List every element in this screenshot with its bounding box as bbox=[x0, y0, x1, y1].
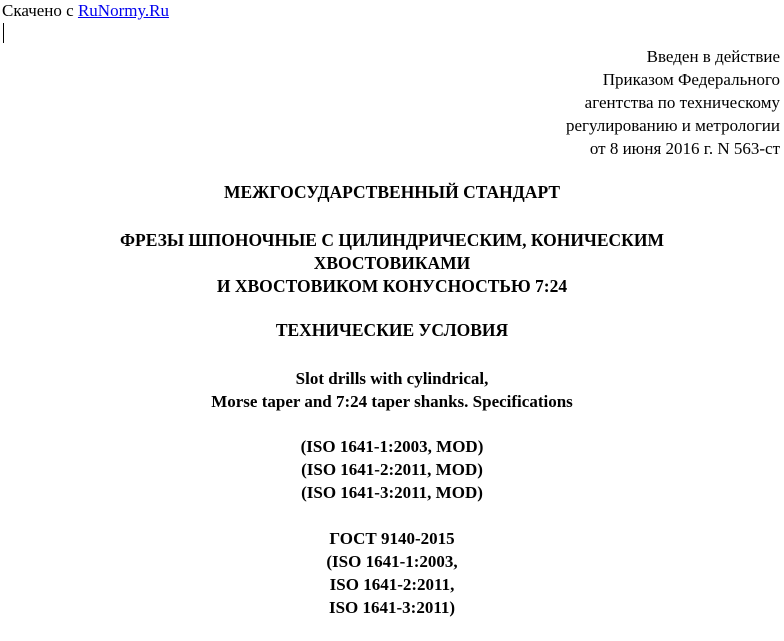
gost-line: ГОСТ 9140-2015 bbox=[329, 529, 455, 548]
gost-designation bbox=[0, 527, 784, 619]
runormy-link[interactable]: RuNormy.Ru bbox=[77, 1, 169, 20]
gost-line: (ISO 1641-1:2003, bbox=[326, 552, 458, 571]
enactment-line: агентства по техническому bbox=[584, 93, 780, 112]
enactment-note bbox=[566, 45, 780, 160]
enactment-line: Приказом Федерального bbox=[602, 70, 780, 89]
iso-reference: (ISO 1641-2:2011, MOD) bbox=[301, 460, 483, 479]
english-title-line: Slot drills with cylindrical, bbox=[295, 369, 489, 388]
title-line: ФРЕЗЫ ШПОНОЧНЫЕ С ЦИЛИНДРИЧЕСКИМ, КОНИЧЕСКИМ bbox=[120, 230, 664, 250]
text-cursor bbox=[3, 23, 4, 43]
source-line bbox=[2, 1, 169, 21]
document-title bbox=[0, 229, 784, 298]
document-subtitle bbox=[0, 319, 784, 342]
enactment-line: регулированию и метрологии bbox=[565, 116, 780, 135]
english-title bbox=[0, 367, 784, 413]
title-line: И ХВОСТОВИКОМ КОНУСНОСТЬЮ 7:24 bbox=[216, 276, 568, 296]
enactment-line: от 8 июня 2016 г. N 563-ст bbox=[589, 139, 780, 158]
english-title-line: Morse taper and 7:24 taper shanks. Specifications bbox=[211, 392, 573, 411]
subtitle: ТЕХНИЧЕСКИЕ УСЛОВИЯ bbox=[275, 320, 509, 340]
gost-line: ISO 1641-3:2011) bbox=[328, 598, 456, 617]
iso-reference: (ISO 1641-1:2003, MOD) bbox=[300, 437, 484, 456]
source-prefix: Скачено с bbox=[2, 1, 78, 20]
standard-type-heading bbox=[0, 181, 784, 204]
iso-reference: (ISO 1641-3:2011, MOD) bbox=[301, 483, 483, 502]
enactment-line: Введен в действие bbox=[646, 47, 780, 66]
gost-line: ISO 1641-2:2011, bbox=[329, 575, 455, 594]
iso-references bbox=[0, 435, 784, 504]
standard-type: МЕЖГОСУДАРСТВЕННЫЙ СТАНДАРТ bbox=[223, 182, 561, 202]
title-line: ХВОСТОВИКАМИ bbox=[313, 253, 471, 273]
